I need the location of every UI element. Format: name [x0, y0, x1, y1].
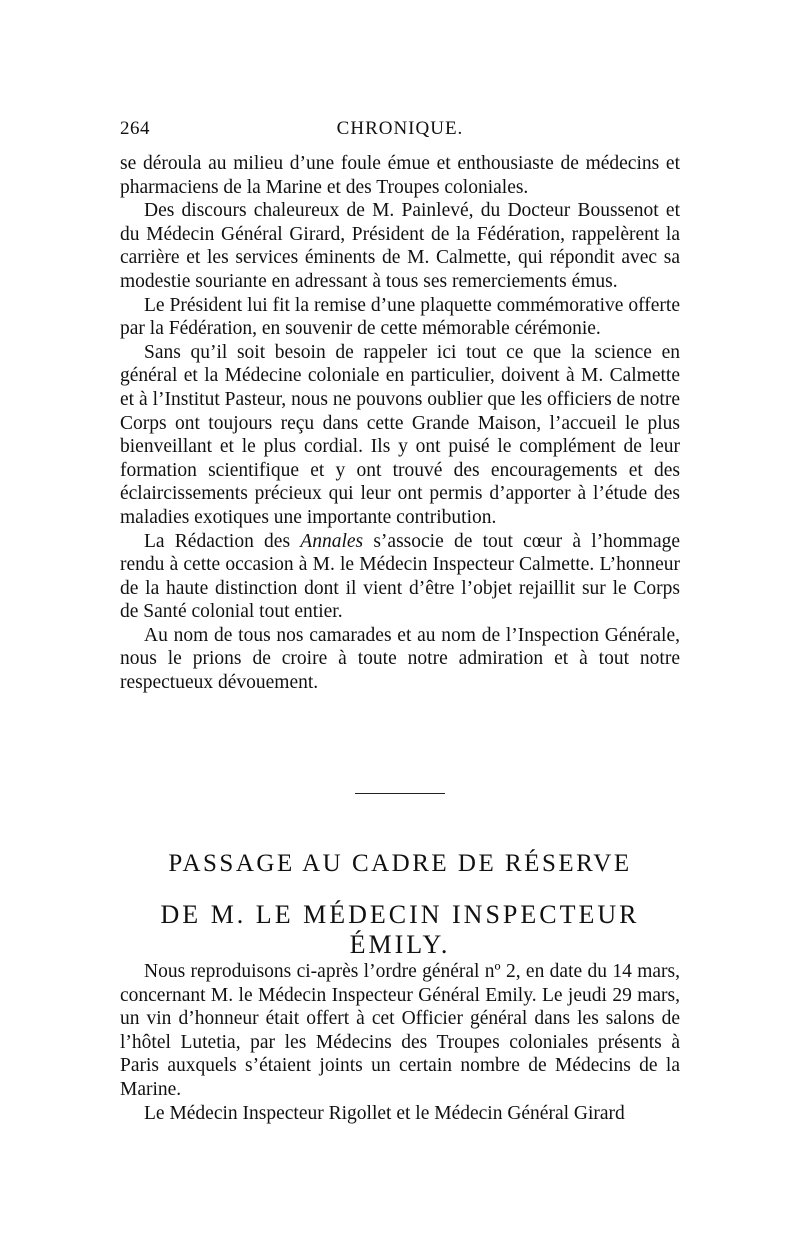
section-title-line-2: DE M. LE MÉDECIN INSPECTEUR ÉMILY. — [160, 900, 640, 959]
section-title-line-1: PASSAGE AU CADRE DE RÉSERVE — [168, 850, 632, 877]
paragraph: Au nom de tous nos camarades et au nom de l’Inspection Générale, nous le prions de croire à toute notre admiration et à tout notre respectueux dévouement. — [120, 624, 680, 694]
paragraph: Sans qu’il soit besoin de rappeler ici tout ce que la science en général et la Médecine coloniale en particulier, doivent à M. Calmette et à l’Institut Pasteur, nous ne pouvons oublier que les officiers de notre Corps ont toujours reçu dans cette Grande Maison, l’accueil le plus bienveillant et le plus cordial. Ils y ont puisé le complément de leur formation scientifique et y ont trouvé des encouragements et des éclaircissements précieux qui leur ont permis d’apporter à l’étude des maladies exotiques une importante contribution. — [120, 341, 680, 528]
text-span: La Rédaction des — [144, 530, 301, 552]
journal-title: Annales — [300, 530, 364, 552]
text-span: s’associe de tout cœur à l’hommage rendu à cette occasion à M. le Médecin Inspecteur Calmette. L’honneur de la haute distinction dont il vient d’être l’objet rejaillit sur le Corps de Santé colonial tout entier. — [120, 530, 680, 623]
page-number: 264 — [120, 118, 150, 139]
paragraph: Des discours chaleureux de M. Painlevé, du Docteur Boussenot et du Médecin Général Girard, Président de la Fédération, rappelèrent la carrière et les services éminents de M. Calmette, qui répondit avec sa modestie souriante en adressant à tous ses remerciements émus. — [120, 200, 680, 292]
paragraph: Nous reproduisons ci-après l’ordre général nº 2, en date du 14 mars, concernant M. le Médecin Inspecteur Général Emily. Le jeudi 29 mars, un vin d’honneur était offert à cet Officier général dans les salons de l’hôtel Lutetia, par les Médecins des Troupes coloniales présents à Paris auxquels s’étaient joints un certain nombre de Médecins de la Marine. — [120, 961, 680, 1100]
article-continuation — [120, 152, 680, 695]
paragraph-annales — [120, 530, 680, 624]
paragraph: se déroula au milieu d’une foule émue et enthousiaste de médecins et pharmaciens de la Marine et des Troupes coloniales. — [120, 153, 680, 198]
section-divider — [355, 793, 445, 794]
section-body — [120, 960, 680, 1125]
paragraph: Le Président lui fit la remise d’une plaquette commémorative offerte par la Fédération, en souvenir de cette mémorable cérémonie. — [120, 294, 680, 340]
paragraph: Le Médecin Inspecteur Rigollet et le Médecin Général Girard — [144, 1102, 625, 1124]
running-head — [120, 118, 680, 142]
running-title: CHRONIQUE. — [336, 118, 464, 139]
